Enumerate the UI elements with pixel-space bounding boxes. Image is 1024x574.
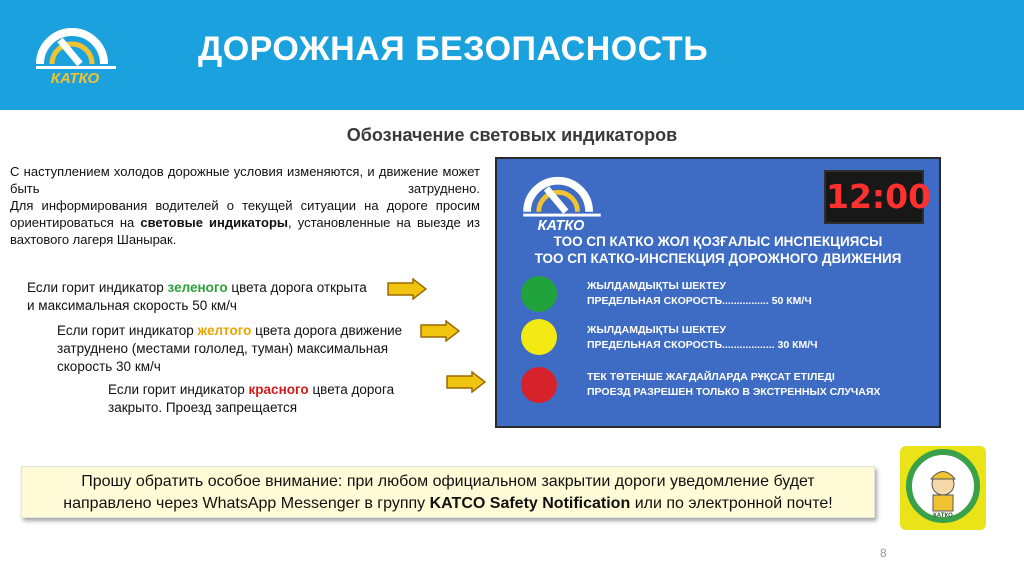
header-bar [0, 0, 1024, 110]
board-row-yellow [587, 323, 818, 353]
board-row-line: ЖЫЛДАМДЫҚТЫ ШЕКТЕУ [587, 324, 726, 336]
safety-badge [900, 446, 986, 530]
board-heading-kz: ТОО СП КАТКО ЖОЛ ҚОЗҒАЛЫС ИНСПЕКЦИЯСЫ [553, 234, 883, 249]
indicator-text: цвета дорога открыта и максимальная скорость 50 км/ч [27, 280, 367, 313]
board-row-line: ПРОЕЗД РАЗРЕШЕН ТОЛЬКО В ЭКСТРЕННЫХ СЛУЧАЯХ [587, 386, 881, 398]
logo-text: КАТКО [50, 70, 100, 86]
intro-text: Для информирования водителей о текущей ситуации на дороге просим ориентироваться на [10, 198, 480, 230]
notice-text: направлено через WhatsApp Messenger в группу [63, 495, 426, 512]
arrow-right-icon [446, 371, 486, 393]
badge-text: КАТКО [933, 513, 953, 519]
indicator-yellow-description [57, 322, 407, 376]
indicator-green-description [27, 279, 367, 315]
arrow-right-icon [387, 278, 427, 300]
color-word-red: красного [248, 382, 309, 397]
notice-box [21, 466, 875, 518]
intro-line-1: С наступлением холодов дорожные условия изменяются, и движение может быть затруднено. [10, 164, 480, 196]
red-light [521, 367, 557, 403]
intro-bold-text: световые индикаторы [140, 215, 289, 230]
board-row-red [587, 370, 880, 400]
notice-line-2 [22, 493, 874, 515]
intro-line-2 [10, 197, 480, 248]
clock-display: 12:00 [824, 170, 924, 224]
indicator-text: цвета дорога закрыто. Проезд запрещается [108, 382, 395, 415]
yellow-light [521, 319, 557, 355]
section-subtitle: Обозначение световых индикаторов [346, 125, 678, 145]
board-row-green [587, 279, 812, 309]
katco-logo [517, 171, 605, 233]
notice-line-1: Прошу обратить особое внимание: при любом официальном закрытии дороги уведомление будет [81, 473, 815, 490]
arrow-right-icon [420, 320, 460, 342]
board-logo-text: КАТКО [537, 218, 585, 233]
color-word-yellow: желтого [197, 323, 252, 338]
signal-board [495, 157, 941, 428]
indicator-text: Если горит индикатор [108, 382, 245, 397]
board-row-line: ПРЕДЕЛЬНАЯ СКОРОСТЬ.................. 30 КМ/Ч [587, 339, 818, 351]
board-row-line: ЖЫЛДАМДЫҚТЫ ШЕКТЕУ [587, 280, 726, 292]
notice-bold-text: KATCO Safety Notification [429, 495, 631, 512]
board-heading-ru: ТОО СП КАТКО-ИНСПЕКЦИЯ ДОРОЖНОГО ДВИЖЕНИЯ [534, 251, 902, 266]
intro-text-end: , установленные на выезде из вахтового лагеря Шанырак. [10, 215, 480, 247]
green-light [521, 276, 557, 312]
indicator-red-description [108, 381, 438, 417]
katco-logo [30, 22, 120, 86]
safety-worker-icon [900, 446, 986, 530]
indicator-text: Если горит индикатор [57, 323, 194, 338]
board-row-line: ТЕК ТӨТЕНШЕ ЖАҒДАЙЛАРДА РҰҚСАТ ЕТІЛЕДІ [587, 371, 835, 383]
page-number: 8 [880, 546, 887, 560]
indicator-text: цвета дорога движение затруднено (местами гололед, туман) максимальная скорость 30 км/ч [57, 323, 403, 374]
color-word-green: зеленого [167, 280, 228, 295]
board-row-line: ПРЕДЕЛЬНАЯ СКОРОСТЬ................ 50 КМ/Ч [587, 295, 812, 307]
indicator-text: Если горит индикатор [27, 280, 164, 295]
page-title: ДОРОЖНАЯ БЕЗОПАСНОСТЬ [198, 30, 709, 68]
intro-paragraph [10, 163, 480, 248]
notice-text-end: или по электронной почте! [634, 495, 833, 512]
